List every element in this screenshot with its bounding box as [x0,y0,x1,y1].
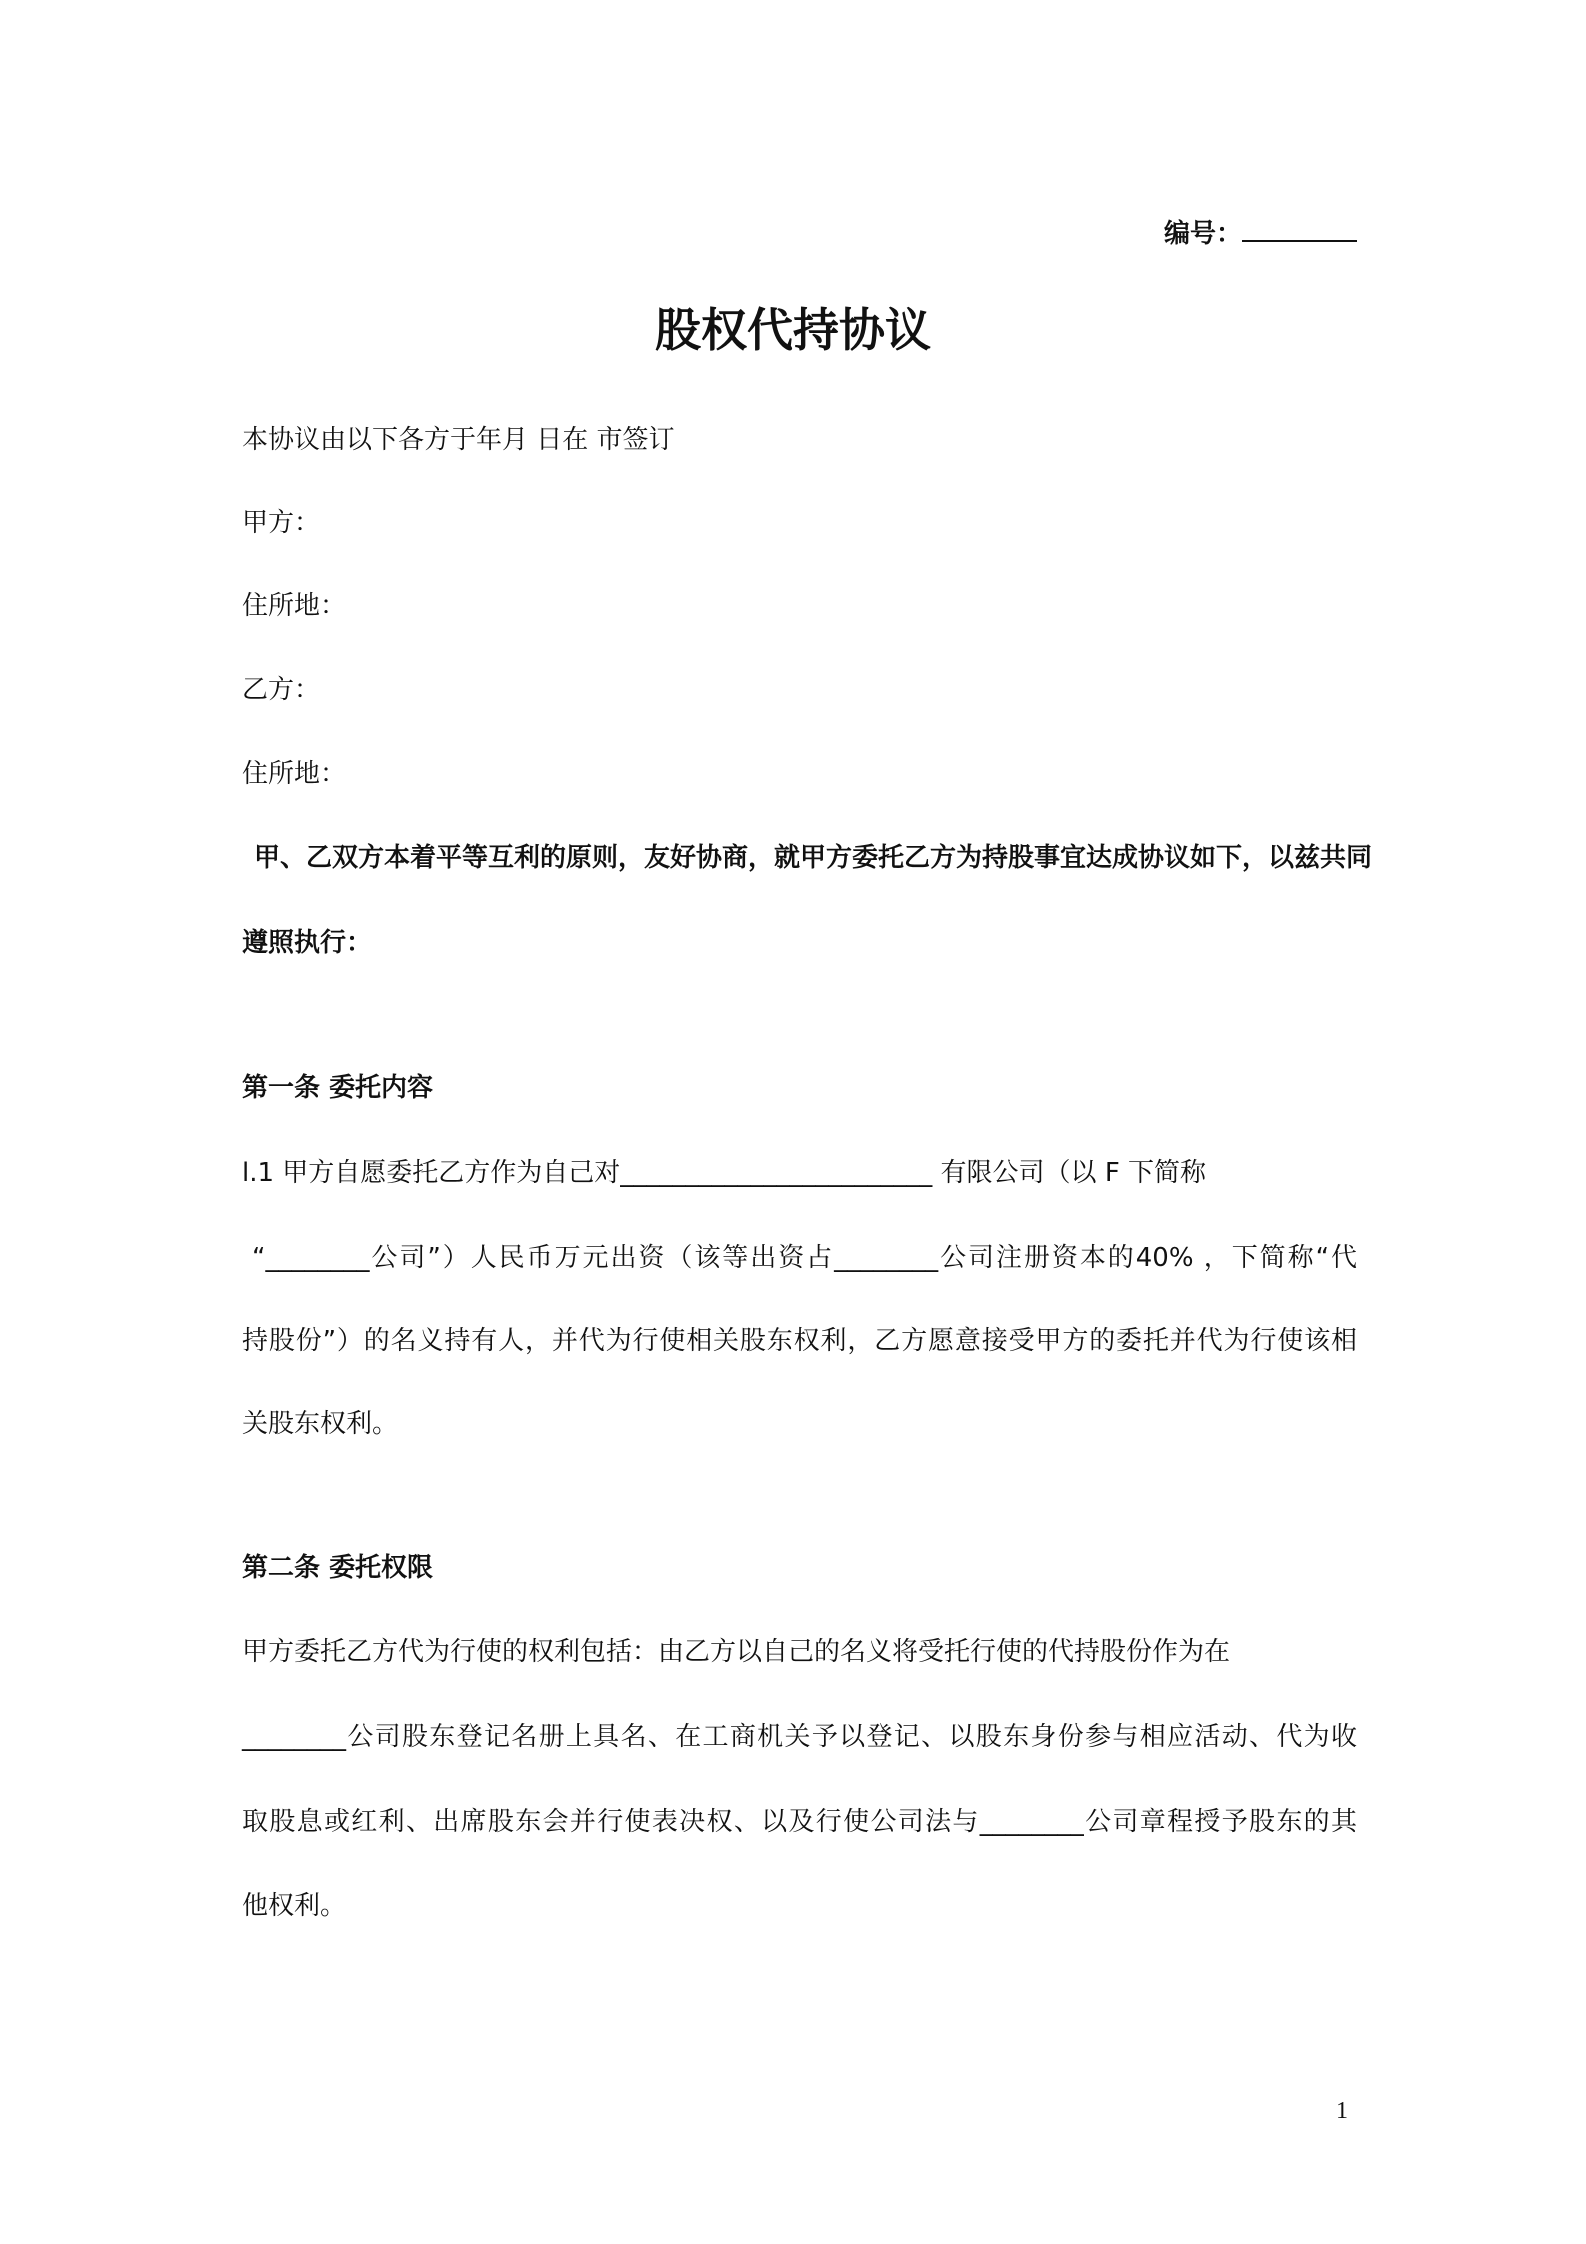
article-2-line: 甲方委托乙方代为行使的权利包括：由乙方以自己的名义将受托行使的代持股份作为在 [242,1637,1231,1667]
article-1-line: “________公司”）人民币万元出资（该等出资占________公司注册资本的40% ，下简称“代 [252,1243,1357,1273]
document-number [1164,214,1357,252]
preamble-line: 遵照执行： [242,928,373,958]
intro-line: 本协议由以下各方于年月 日在 市签订 [242,425,675,455]
document-number-blank [1242,214,1357,242]
article-2-line: ________公司股东登记名册上具名、在工商机关予以登记、以股东身份参与相应活动、代为收 [242,1722,1357,1752]
article-2-line: 他权利。 [242,1891,347,1921]
party-a-address-label: 住所地： [242,591,347,621]
party-b-label: 乙方： [242,675,321,705]
article-1-line: l.1 甲方自愿委托乙方作为自己对________________________ 有限公司（以 F 下简称 [242,1158,1207,1188]
article-2-heading: 第二条 委托权限 [242,1553,434,1583]
page-number: 1 [1336,2098,1348,2124]
preamble-line: 甲、乙双方本着平等互利的原则，友好协商，就甲方委托乙方为持股事宜达成协议如下，以兹共同 [254,843,1373,873]
document-number-label: 编号： [1163,219,1242,249]
party-a-label: 甲方： [242,508,321,538]
article-1-line: 关股东权利。 [242,1409,399,1439]
article-2-line: 取股息或红利、出席股东会并行使表决权、以及行使公司法与________公司章程授予股东的其 [242,1807,1357,1837]
document-title: 股权代持协议 [655,303,931,357]
article-1-heading: 第一条 委托内容 [242,1073,434,1103]
article-1-line: 持股份”）的名义持有人，并代为行使相关股东权利，乙方愿意接受甲方的委托并代为行使该相 [242,1326,1357,1356]
party-b-address-label: 住所地： [242,759,347,789]
